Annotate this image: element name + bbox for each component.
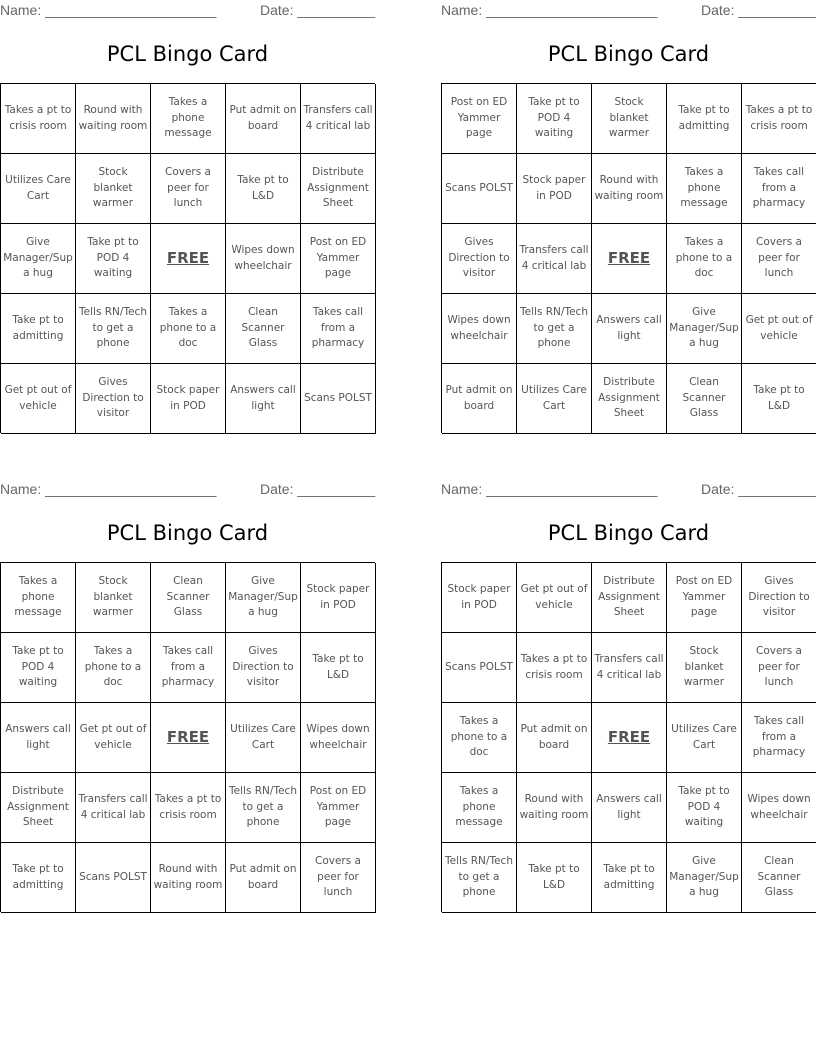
bingo-cell: Get pt out of vehicle (1, 364, 76, 434)
bingo-cell: Clean Scanner Glass (742, 843, 816, 913)
bingo-cell: Give Manager/Sup a hug (1, 224, 76, 294)
bingo-grid (441, 562, 816, 912)
bingo-cell: Stock blanket warmer (76, 154, 151, 224)
bingo-cell: Transfers call 4 critical lab (76, 773, 151, 843)
bingo-cell: Stock paper in POD (301, 563, 376, 633)
bingo-cell: Clean Scanner Glass (151, 563, 226, 633)
name-date-line (441, 2, 816, 20)
bingo-grid (0, 83, 375, 433)
bingo-cell: Takes call from a pharmacy (742, 703, 816, 773)
card-title: PCL Bingo Card (106, 521, 269, 545)
bingo-cell: Wipes down wheelchair (226, 224, 301, 294)
bingo-cell: Utilizes Care Cart (517, 364, 592, 434)
bingo-cell: Tells RN/Tech to get a phone (226, 773, 301, 843)
free-cell: FREE (592, 703, 667, 773)
bingo-cell: Answers call light (1, 703, 76, 773)
bingo-cell: Take pt to admitting (1, 843, 76, 913)
bingo-cell: Take pt to POD 4 waiting (1, 633, 76, 703)
bingo-cell: Take pt to L&D (301, 633, 376, 703)
bingo-cell: Takes call from a pharmacy (151, 633, 226, 703)
card-title: PCL Bingo Card (106, 42, 269, 66)
name-date-line (441, 481, 816, 499)
bingo-cell: Transfers call 4 critical lab (517, 224, 592, 294)
bingo-cell: Takes a phone message (442, 773, 517, 843)
bingo-cell: Tells RN/Tech to get a phone (76, 294, 151, 364)
bingo-cell: Utilizes Care Cart (667, 703, 742, 773)
bingo-cell: Round with waiting room (151, 843, 226, 913)
bingo-cell: Answers call light (592, 294, 667, 364)
bingo-cell: Takes call from a pharmacy (301, 294, 376, 364)
bingo-cell: Give Manager/Sup a hug (667, 843, 742, 913)
bingo-cell: Put admit on board (226, 84, 301, 154)
bingo-cell: Takes a pt to crisis room (151, 773, 226, 843)
bingo-cell: Stock paper in POD (442, 563, 517, 633)
bingo-cell: Gives Direction to visitor (76, 364, 151, 434)
bingo-cell: Takes a phone to a doc (76, 633, 151, 703)
bingo-cell: Gives Direction to visitor (742, 563, 816, 633)
bingo-cell: Stock paper in POD (517, 154, 592, 224)
bingo-cell: Utilizes Care Cart (226, 703, 301, 773)
bingo-cell: Distribute Assignment Sheet (1, 773, 76, 843)
bingo-cell: Takes call from a pharmacy (742, 154, 816, 224)
bingo-cell: Take pt to admitting (592, 843, 667, 913)
bingo-cell: Tells RN/Tech to get a phone (517, 294, 592, 364)
name-date-line (0, 481, 375, 499)
free-cell: FREE (151, 224, 226, 294)
bingo-cell: Scans POLST (301, 364, 376, 434)
bingo-cell: Clean Scanner Glass (667, 364, 742, 434)
bingo-cell: Covers a peer for lunch (742, 224, 816, 294)
name-date-line (0, 2, 375, 20)
bingo-cell: Wipes down wheelchair (301, 703, 376, 773)
bingo-cell: Distribute Assignment Sheet (592, 563, 667, 633)
bingo-cell: Covers a peer for lunch (151, 154, 226, 224)
bingo-cell: Round with waiting room (76, 84, 151, 154)
bingo-grid (441, 83, 816, 433)
free-cell: FREE (151, 703, 226, 773)
bingo-cell: Take pt to L&D (226, 154, 301, 224)
bingo-cell: Scans POLST (442, 154, 517, 224)
bingo-cell: Put admit on board (517, 703, 592, 773)
name-label: Name: ______________________ (441, 481, 658, 497)
bingo-cell: Post on ED Yammer page (301, 224, 376, 294)
bingo-cell: Post on ED Yammer page (442, 84, 517, 154)
bingo-cell: Wipes down wheelchair (742, 773, 816, 843)
bingo-cell: Round with waiting room (592, 154, 667, 224)
bingo-cell: Take pt to POD 4 waiting (517, 84, 592, 154)
bingo-cell: Post on ED Yammer page (301, 773, 376, 843)
bingo-cell: Takes a phone message (1, 563, 76, 633)
bingo-cell: Gives Direction to visitor (226, 633, 301, 703)
bingo-cell: Takes a phone to a doc (667, 224, 742, 294)
bingo-cell: Take pt to L&D (742, 364, 816, 434)
bingo-cell: Takes a pt to crisis room (742, 84, 816, 154)
bingo-cell: Put admit on board (226, 843, 301, 913)
bingo-cell: Take pt to POD 4 waiting (76, 224, 151, 294)
date-label: Date: __________ (260, 2, 376, 18)
bingo-cell: Take pt to admitting (1, 294, 76, 364)
bingo-cell: Distribute Assignment Sheet (301, 154, 376, 224)
bingo-cell: Stock blanket warmer (76, 563, 151, 633)
bingo-cell: Takes a phone message (151, 84, 226, 154)
bingo-cell: Answers call light (226, 364, 301, 434)
date-label: Date: __________ (701, 2, 816, 18)
card-title: PCL Bingo Card (547, 42, 710, 66)
name-label: Name: ______________________ (0, 481, 217, 497)
bingo-cell: Transfers call 4 critical lab (301, 84, 376, 154)
name-label: Name: ______________________ (0, 2, 217, 18)
bingo-cell: Clean Scanner Glass (226, 294, 301, 364)
bingo-cell: Answers call light (592, 773, 667, 843)
bingo-cell: Give Manager/Sup a hug (226, 563, 301, 633)
bingo-cell: Takes a phone to a doc (151, 294, 226, 364)
bingo-cell: Scans POLST (76, 843, 151, 913)
bingo-cell: Covers a peer for lunch (301, 843, 376, 913)
bingo-cell: Post on ED Yammer page (667, 563, 742, 633)
bingo-cell: Covers a peer for lunch (742, 633, 816, 703)
bingo-cell: Takes a pt to crisis room (517, 633, 592, 703)
name-label: Name: ______________________ (441, 2, 658, 18)
bingo-cell: Take pt to POD 4 waiting (667, 773, 742, 843)
bingo-cell: Take pt to admitting (667, 84, 742, 154)
bingo-cell: Utilizes Care Cart (1, 154, 76, 224)
date-label: Date: __________ (701, 481, 816, 497)
bingo-cell: Scans POLST (442, 633, 517, 703)
bingo-cell: Distribute Assignment Sheet (592, 364, 667, 434)
bingo-cell: Transfers call 4 critical lab (592, 633, 667, 703)
bingo-cell: Stock blanket warmer (592, 84, 667, 154)
bingo-cell: Takes a phone to a doc (442, 703, 517, 773)
bingo-cell: Put admit on board (442, 364, 517, 434)
bingo-cell: Takes a phone message (667, 154, 742, 224)
bingo-cell: Stock paper in POD (151, 364, 226, 434)
bingo-cell: Give Manager/Sup a hug (667, 294, 742, 364)
bingo-grid (0, 562, 375, 912)
bingo-cell: Wipes down wheelchair (442, 294, 517, 364)
free-cell: FREE (592, 224, 667, 294)
bingo-cell: Get pt out of vehicle (76, 703, 151, 773)
date-label: Date: __________ (260, 481, 376, 497)
bingo-cell: Tells RN/Tech to get a phone (442, 843, 517, 913)
bingo-cell: Gives Direction to visitor (442, 224, 517, 294)
bingo-cell: Get pt out of vehicle (517, 563, 592, 633)
bingo-cell: Get pt out of vehicle (742, 294, 816, 364)
bingo-cell: Stock blanket warmer (667, 633, 742, 703)
bingo-cell: Round with waiting room (517, 773, 592, 843)
bingo-cell: Takes a pt to crisis room (1, 84, 76, 154)
bingo-cell: Take pt to L&D (517, 843, 592, 913)
card-title: PCL Bingo Card (547, 521, 710, 545)
